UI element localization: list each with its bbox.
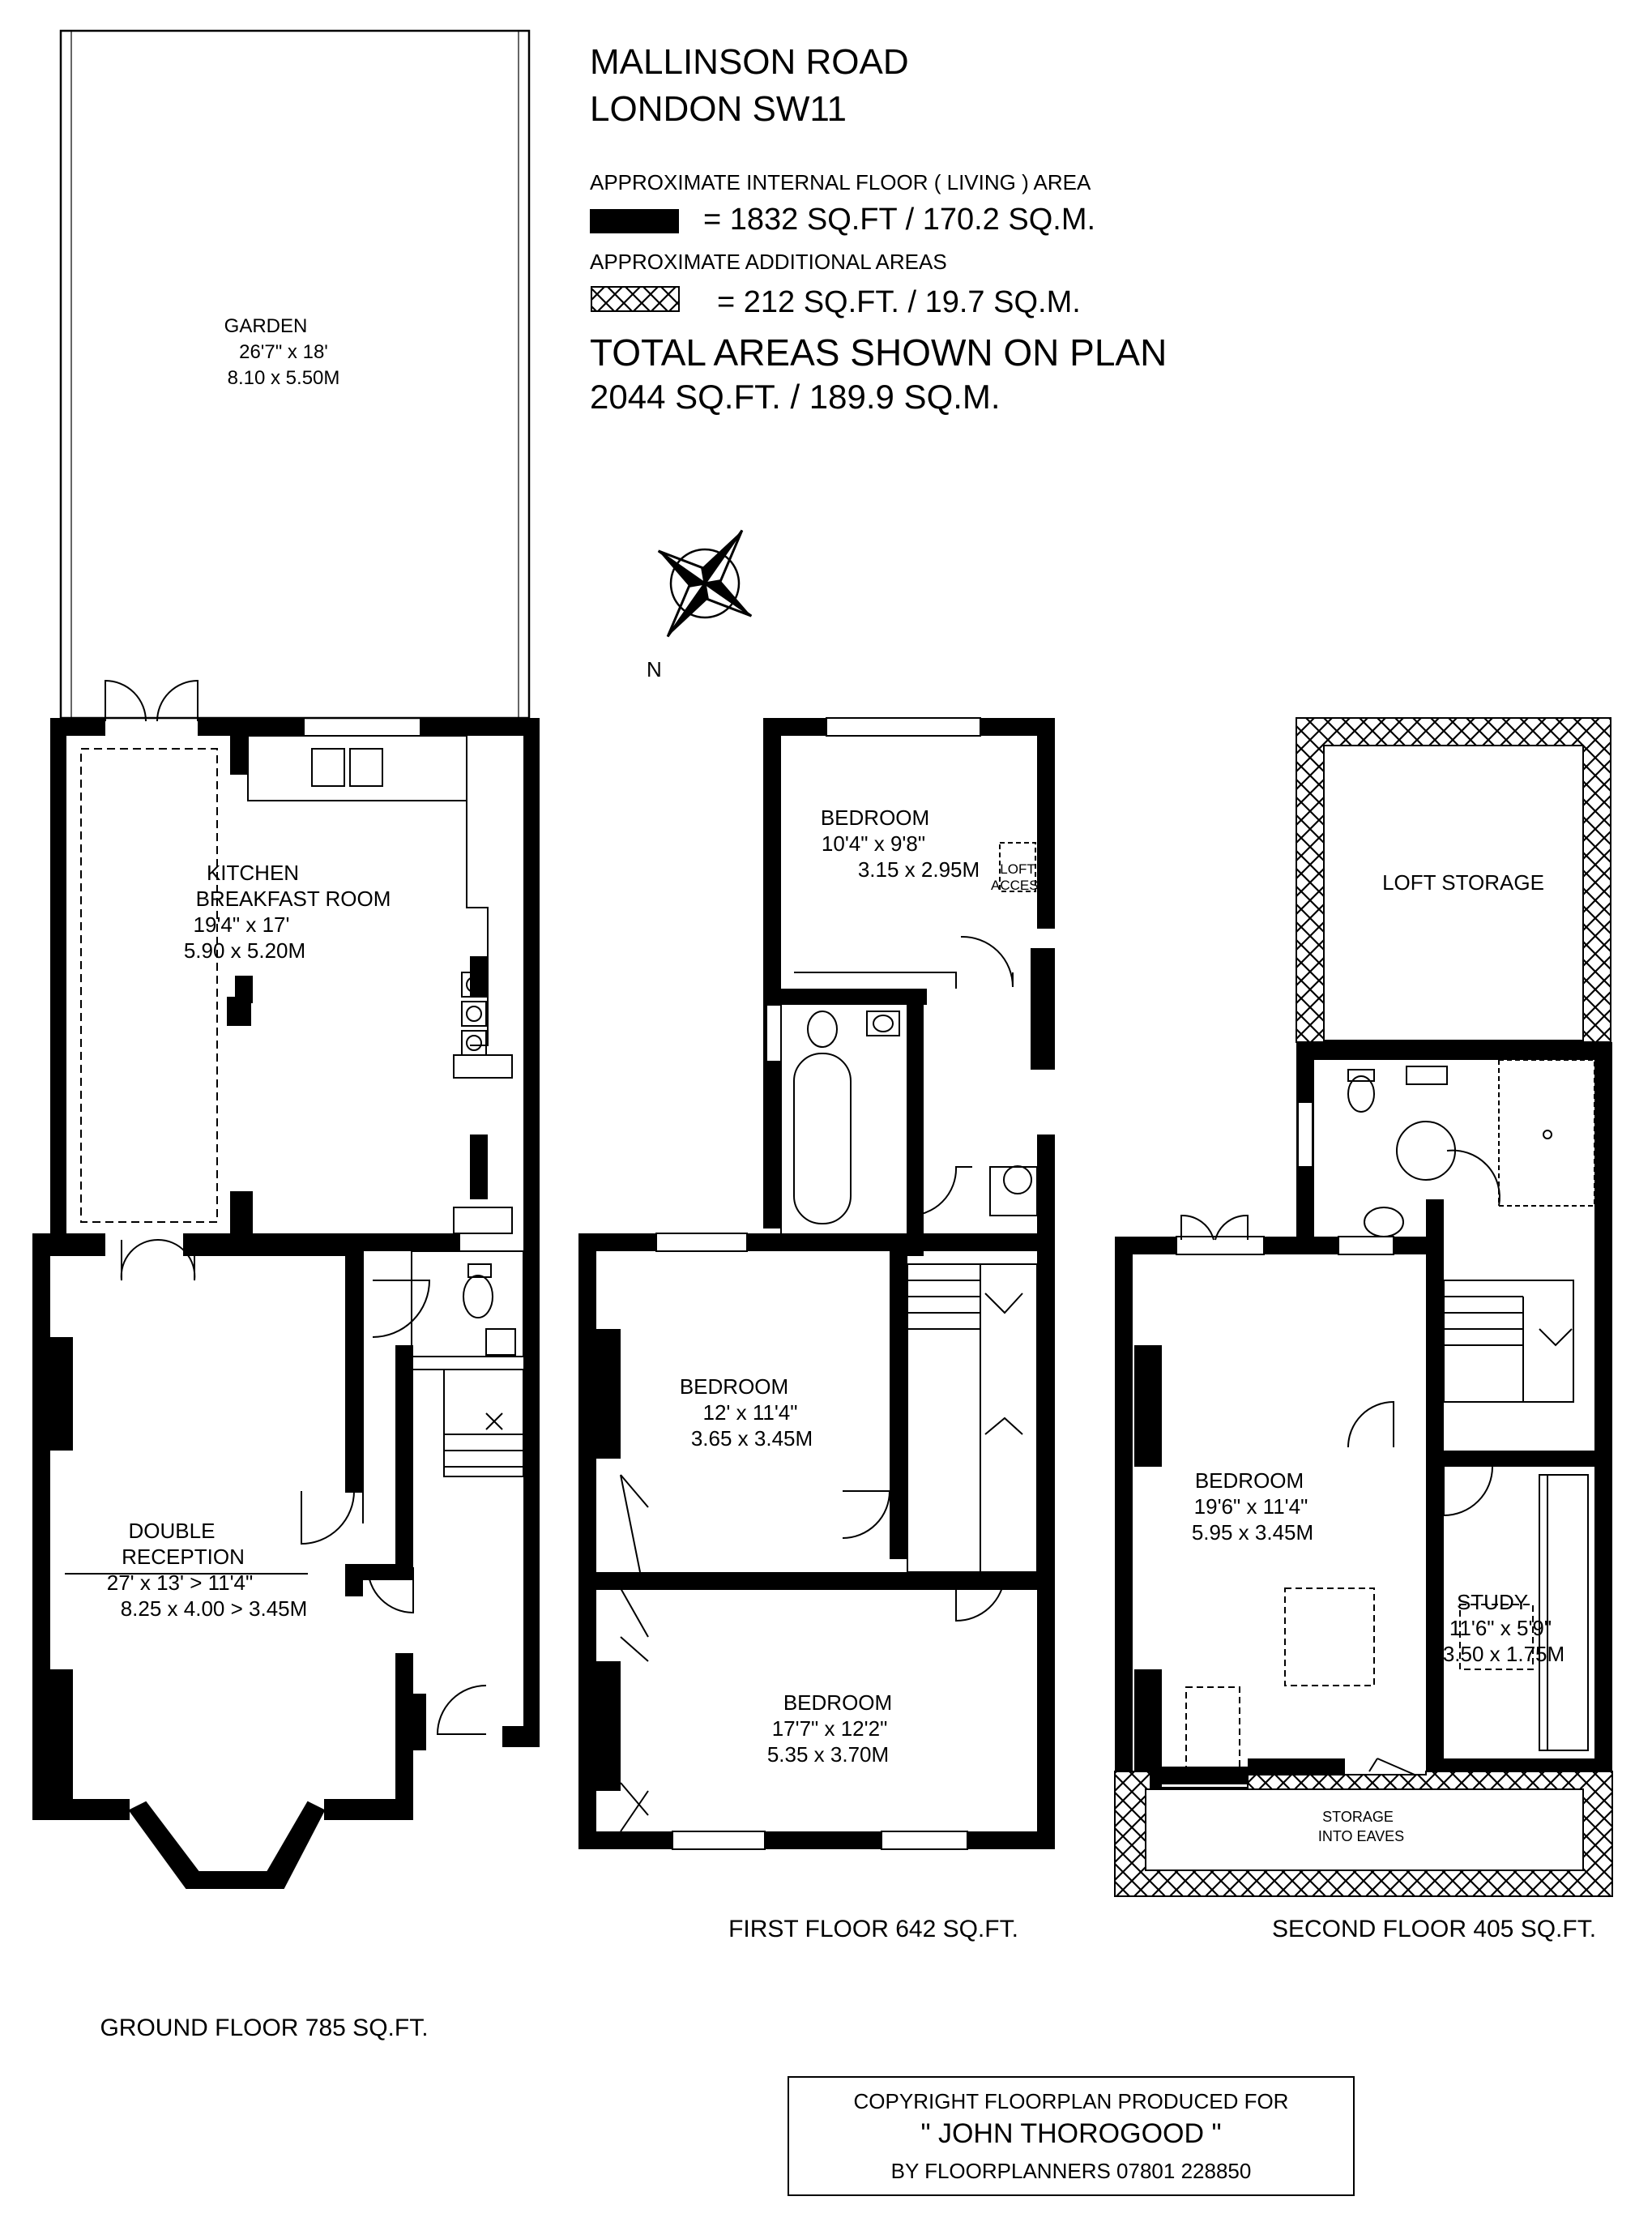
living-area-label: APPROXIMATE INTERNAL FLOOR ( LIVING ) AREA bbox=[590, 170, 1091, 194]
study-name: STUDY bbox=[1456, 1590, 1529, 1614]
reception-name-2: RECEPTION bbox=[122, 1545, 245, 1569]
storage-eaves-line-1: STORAGE bbox=[1322, 1809, 1394, 1825]
first-bedroom-rear-imperial: 10'4" x 9'8" bbox=[821, 831, 926, 856]
first-floor-walls bbox=[578, 718, 1055, 1849]
loft-storage-name: LOFT STORAGE bbox=[1382, 870, 1544, 895]
first-bedroom-middle-metric: 3.65 x 3.45M bbox=[690, 1426, 813, 1451]
loft-access-line-2: ACCESS bbox=[991, 878, 1048, 893]
total-area-value: 2044 SQ.FT. / 189.9 SQ.M. bbox=[590, 378, 1001, 416]
reception-name-1: DOUBLE bbox=[128, 1519, 216, 1543]
additional-area-key-swatch bbox=[591, 287, 679, 311]
total-area-label: TOTAL AREAS SHOWN ON PLAN bbox=[590, 331, 1167, 374]
compass-north-label: N bbox=[647, 657, 662, 682]
first-bedroom-middle-imperial: 12' x 11'4" bbox=[702, 1400, 798, 1425]
address-line-2: LONDON SW11 bbox=[590, 89, 847, 129]
first-bedroom-rear-metric: 3.15 x 2.95M bbox=[857, 857, 980, 882]
loft-access-line-1: LOFT bbox=[1000, 861, 1035, 877]
copyright-line-1: COPYRIGHT FLOORPLAN PRODUCED FOR bbox=[853, 2089, 1289, 2113]
first-bedroom-middle-name: BEDROOM bbox=[679, 1374, 789, 1399]
first-bedroom-front-name: BEDROOM bbox=[783, 1690, 893, 1715]
second-bedroom-name: BEDROOM bbox=[1194, 1468, 1304, 1493]
study-imperial: 11'6" x 5'9" bbox=[1449, 1616, 1552, 1640]
first-bedroom-rear-name: BEDROOM bbox=[820, 805, 930, 830]
kitchen-name-2: BREAKFAST ROOM bbox=[195, 887, 391, 911]
living-area-value: = 1832 SQ.FT / 170.2 SQ.M. bbox=[703, 203, 1096, 237]
kitchen-imperial: 19'4" x 17' bbox=[193, 912, 290, 937]
second-floor-walls bbox=[1115, 1042, 1612, 1791]
kitchen-units bbox=[81, 736, 512, 1233]
copyright-line-2: " JOHN THOROGOOD " bbox=[920, 2118, 1222, 2149]
storage-eaves-line-2: INTO EAVES bbox=[1317, 1828, 1405, 1844]
copyright-line-3: BY FLOORPLANNERS 07801 228850 bbox=[890, 2159, 1252, 2183]
second-bedroom-metric: 5.95 x 3.45M bbox=[1191, 1520, 1314, 1545]
ground-floor-wc-stairs bbox=[363, 1251, 523, 1523]
first-floor-caption: FIRST FLOOR 642 SQ.FT. bbox=[728, 1916, 1018, 1942]
second-bedroom-imperial: 19'6" x 11'4" bbox=[1193, 1494, 1308, 1519]
kitchen-name-1: KITCHEN bbox=[206, 861, 300, 885]
reception-metric: 8.25 x 4.00 > 3.45M bbox=[120, 1596, 308, 1621]
bay-window bbox=[130, 1802, 324, 1888]
copyright-box bbox=[788, 2076, 1355, 2196]
kitchen-metric: 5.90 x 5.20M bbox=[183, 938, 306, 963]
second-floor-fittings bbox=[1181, 1060, 1594, 1776]
reception-imperial: 27' x 13' > 11'4" bbox=[106, 1570, 254, 1595]
first-bedroom-front-metric: 5.35 x 3.70M bbox=[766, 1742, 890, 1767]
compass-icon bbox=[621, 498, 788, 669]
additional-area-label: APPROXIMATE ADDITIONAL AREAS bbox=[590, 250, 947, 274]
first-bedroom-front-imperial: 17'7" x 12'2" bbox=[771, 1716, 888, 1741]
garden-name: GARDEN bbox=[224, 315, 308, 337]
garden-metric: 8.10 x 5.50M bbox=[227, 367, 340, 389]
study-metric: 3.50 x 1.75M bbox=[1442, 1642, 1565, 1666]
ground-floor-caption: GROUND FLOOR 785 SQ.FT. bbox=[100, 2015, 429, 2041]
address-line-1: MALLINSON ROAD bbox=[590, 42, 909, 82]
second-floor-caption: SECOND FLOOR 405 SQ.FT. bbox=[1271, 1916, 1597, 1942]
additional-area-value: = 212 SQ.FT. / 19.7 SQ.M. bbox=[717, 285, 1081, 319]
garden-imperial: 26'7" x 18' bbox=[239, 341, 328, 363]
